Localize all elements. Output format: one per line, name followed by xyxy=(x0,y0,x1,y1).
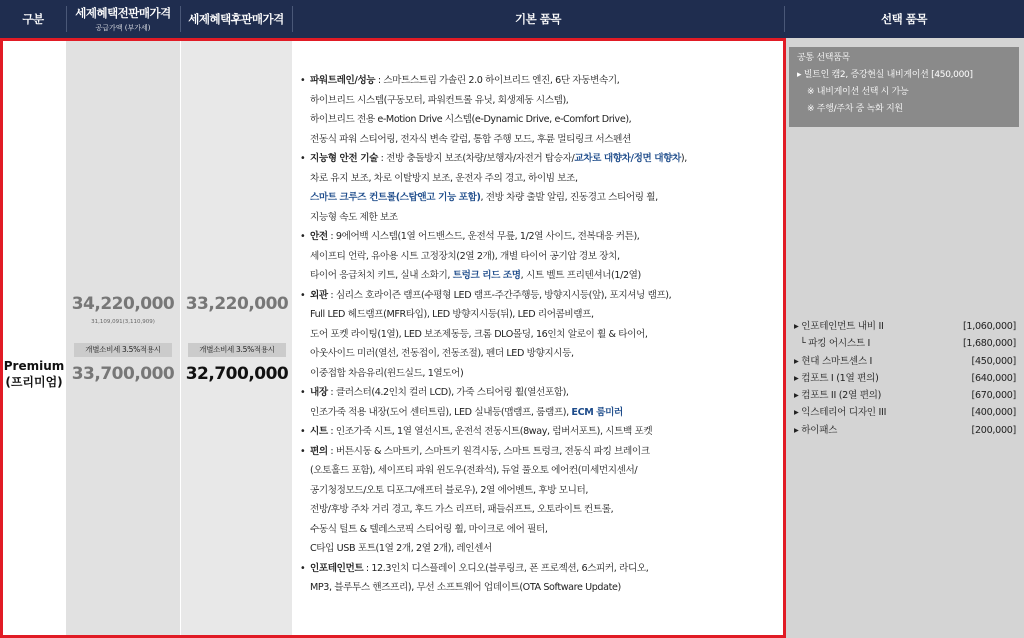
price-after-cell xyxy=(180,38,293,638)
price-before-value: 34,220,000 xyxy=(71,294,175,314)
options-cell xyxy=(784,38,1024,638)
trim-name-en: Premium xyxy=(3,359,65,373)
list-item-cont: 인조가죽 적용 내장(도어 센터트림), LED 실내등(맵램프, 룸램프), ECM 룸미러 xyxy=(310,406,623,418)
list-item-cont: 타이어 응급처치 키트, 실내 소화기, 트렁크 리드 조명, 시트 벨트 프리텐셔너(1/2열) xyxy=(310,270,641,281)
price-before-tax35: 33,700,000 xyxy=(71,364,175,384)
list-item-cont: 전동식 파워 스티어링, 전자식 변속 칼럼, 통합 주행 모드, 후륜 멀티링크 서스펜션 xyxy=(310,133,631,145)
price-after-value: 33,220,000 xyxy=(185,294,289,314)
option-row xyxy=(794,335,1016,352)
trim-name xyxy=(2,358,66,390)
common-option-note: ※ 주행/주차 중 녹화 지원 xyxy=(807,104,903,114)
list-item-cont: 도어 포켓 라이팅(1열), LED 보조제동등, 크롬 DLO몰딩, 16인치 알로이 휠 & 타이어, xyxy=(310,328,648,340)
header-basic-items-label: 기본 품목 xyxy=(515,12,561,26)
option-price: [640,000] xyxy=(971,372,1016,384)
common-options-title: 공통 선택품목 xyxy=(797,53,850,63)
list-item: • 시트 : 인조가죽 시트, 1열 열선시트, 운전석 전동시트(8way, 럼버서포트), 시트백 포켓 xyxy=(300,426,653,437)
basic-items-cell xyxy=(292,38,784,638)
list-item-cont: 지능형 속도 제한 보조 xyxy=(310,211,398,223)
option-name: ▸ 컴포트 I (1열 편의) xyxy=(794,372,879,384)
option-price: [450,000] xyxy=(971,355,1016,367)
grade-cell xyxy=(0,38,66,638)
option-row xyxy=(794,404,1016,421)
list-item-cont: 세이프티 언락, 유아용 시트 고정장치(2열 2개), 개별 타이어 공기압 경보 장치, xyxy=(310,250,620,262)
list-item-cont: 차로 유지 보조, 차로 이탈방지 보조, 운전자 주의 경고, 하이빔 보조, xyxy=(310,172,578,184)
list-item: • 지능형 안전 기술 : 전방 충돌방지 보조(차량/보행자/자전거 탑승자/교차로 대향차/정면 대향차), xyxy=(300,153,687,164)
header-options-label: 선택 품목 xyxy=(881,12,927,26)
option-name: ▸ 컴포트 II (2열 편의) xyxy=(794,390,882,402)
header-price-before-label: 세제혜택전판매가격 xyxy=(75,6,171,20)
header-price-after xyxy=(180,0,292,38)
header-price-before-sub: 공급가액 (부가세) xyxy=(95,24,151,32)
list-item: • 안전 : 9에어백 시스템(1열 어드밴스드, 운전석 무릎, 1/2열 사이드, 전복대응 커튼), xyxy=(300,231,640,242)
header-grade-label: 구분 xyxy=(22,12,44,26)
option-name: ▸ 현대 스마트센스 I xyxy=(794,355,873,367)
header-price-after-label: 세제혜택후판매가격 xyxy=(188,12,284,26)
option-row xyxy=(794,370,1016,387)
option-name: └ 파킹 어시스트 I xyxy=(800,338,871,350)
header-price-before xyxy=(66,0,180,38)
tax-tag: 개별소비세 3.5%적용시 xyxy=(188,343,286,357)
list-item: • 내장 : 클러스터(4.2인치 컬러 LCD), 가죽 스티어링 휠(열선포함), xyxy=(300,387,569,398)
option-price: [200,000] xyxy=(971,424,1016,436)
option-row xyxy=(794,387,1016,404)
list-item-cont: 공기청정모드/오토 디포그/애프터 블로우), 2열 에어벤트, 후방 모니터, xyxy=(310,484,588,496)
list-item-cont: 하이브리드 시스템(구동모터, 파워컨트롤 유닛, 회생제동 시스템), xyxy=(310,94,569,106)
price-before-cell xyxy=(66,38,180,638)
option-price: [1,060,000] xyxy=(962,321,1016,332)
option-row xyxy=(794,422,1016,439)
option-name: ▸ 하이패스 xyxy=(794,424,838,436)
price-after-tax35: 32,700,000 xyxy=(185,364,289,384)
list-item-cont: Full LED 헤드램프(MFR타입), LED 방향지시등(뒤), LED 리어콤비램프, xyxy=(310,309,594,320)
list-item-cont: 수동식 틸트 & 텔레스코픽 스티어링 휠, 마이크로 에어 필터, xyxy=(310,523,548,535)
basic-items-list xyxy=(292,71,784,598)
list-item: • 파워트레인/성능 : 스마트스트림 가솔린 2.0 하이브리드 엔진, 6단 자동변속기, xyxy=(300,75,620,86)
option-price: [400,000] xyxy=(971,407,1016,419)
header-basic-items xyxy=(292,0,784,38)
trim-name-kr: (프리미엄) xyxy=(5,375,63,389)
common-options-box xyxy=(789,47,1019,127)
list-item: • 편의 : 버튼시동 & 스마트키, 스마트키 원격시동, 스마트 트렁크, 전동식 파킹 브레이크 xyxy=(300,445,650,457)
list-item-cont: MP3, 블루투스 핸즈프리), 무선 소프트웨어 업데이트(OTA Software Update) xyxy=(310,582,621,593)
list-item-cont: 전방/후방 주차 거리 경고, 후드 가스 리프터, 패들쉬프트, 오토라이트 컨트롤, xyxy=(310,504,614,515)
tax-tag: 개별소비세 3.5%적용시 xyxy=(74,343,172,357)
option-name: ▸ 인포테인먼트 내비 II xyxy=(794,321,884,332)
list-item-cont: 스마트 크루즈 컨트롤(스탑앤고 기능 포함), 전방 차량 출발 알림, 진동경고 스티어링 휠, xyxy=(310,192,658,203)
option-row xyxy=(794,353,1016,370)
option-price: [670,000] xyxy=(971,390,1016,402)
header-options xyxy=(784,0,1024,38)
table-header xyxy=(0,0,1024,38)
option-row xyxy=(794,318,1016,335)
header-grade xyxy=(0,0,66,38)
options-list xyxy=(794,318,1016,439)
list-item: • 인포테인먼트 : 12.3인치 디스플레이 오디오(블루링크, 폰 프로젝션, 6스피커, 라디오, xyxy=(300,562,649,574)
common-option-note: ※ 내비게이션 선택 시 가능 xyxy=(807,87,909,97)
common-option-item: ▸ 빌트인 캠2, 증강현실 내비게이션 [450,000] xyxy=(797,70,973,80)
list-item-cont: 하이브리드 전용 e-Motion Drive 시스템(e-Dynamic Drive, e-Comfort Drive), xyxy=(310,114,632,125)
list-item-cont: (오토홀드 포함), 세이프티 파워 윈도우(전좌석), 듀얼 풀오토 에어컨(미세먼지센서/ xyxy=(310,465,638,476)
list-item: • 외관 : 심리스 호라이즌 램프(수평형 LED 램프-주간주행등, 방향지시등(앞), 포지셔닝 램프), xyxy=(300,289,672,301)
list-item-cont: 이중접합 차음유리(윈드실드, 1열도어) xyxy=(310,367,464,379)
list-item-cont: C타입 USB 포트(1열 2개, 2열 2개), 레인센서 xyxy=(310,543,492,554)
option-price: [1,680,000] xyxy=(962,338,1016,350)
option-name: ▸ 익스테리어 디자인 III xyxy=(794,407,887,419)
list-item-cont: 아웃사이드 미러(열선, 전동접이, 전동조절), 펜더 LED 방향지시등, xyxy=(310,348,574,359)
price-before-breakdown: 31,109,091(3,110,909) xyxy=(91,319,155,325)
